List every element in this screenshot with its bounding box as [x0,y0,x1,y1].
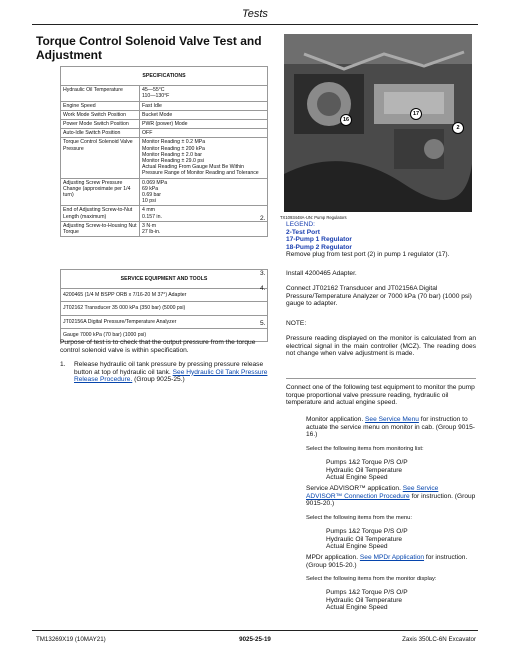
callout-16: 16 [340,114,352,126]
footer-machine: Zaxis 350LC-6N Excavator [402,636,476,643]
photo-caption: TX1093448A-UN: Pump Regulators [280,215,347,220]
running-header: Tests [242,8,268,20]
step-1 [60,361,270,384]
note-text: Pressure reading displayed on the monitor is calculated from an electrical signal in the main controller (MCZ). The reading does not change when valve adjustment is made. [286,335,476,358]
monitoring-items-list [326,459,476,482]
step-text: Release hydraulic oil tank pressure by pressing pressure release button at top of hydraulic oil tank. [74,361,264,376]
list-item: Hydraulic Oil Temperature [326,466,403,474]
step-2 [286,221,476,259]
monitor-application: Monitor application. See Service Menu for instruction to actuate the service menu on monitor in cab. (Group 9015-16.) [306,416,475,439]
connect-paragraph: Connect one of the following test equipment to monitor the pump torque proportional valve pressure reading, hydraulic oil temperature and actual engine speed. [286,384,475,407]
step-3-number: 3. [260,270,266,277]
pressure-release-link[interactable]: See Hydraulic Oil Tank Pressure Release Procedure. [74,368,268,384]
step-2-number: 2. [260,215,266,222]
photo-illustration [284,34,472,212]
specifications-table [60,66,268,237]
legend-title: LEGEND: [286,221,315,228]
pump-regulators-photo [284,34,472,212]
table-row: End of Adjusting Screw-to-Nut Length (maximum) 4 mm 0.157 in. [61,206,268,221]
specifications-heading: SPECIFICATIONS [61,67,268,86]
page-title: Torque Control Solenoid Valve Test and Adjustment [36,34,262,62]
table-row: Adjusting Screw Pressure Change (approximate per 1/4 turn) 0.069 MPa 69 kPa 0.69 bar 10 psi [61,178,268,206]
step-text: Remove plug from test port (2) in pump 1 regulator (17). [286,251,450,259]
callout-17: 17 [410,108,422,120]
monitor-items-list [326,589,476,612]
header-rule [32,24,478,25]
list-item: Actual Engine Speed [326,474,388,482]
list-item: Hydraulic Oil Temperature [326,535,403,543]
legend-item: 18-Pump 2 Regulator [286,243,352,251]
note-label: NOTE: [286,320,307,327]
service-equipment-table [60,269,268,342]
table-row: Power Mode Switch Position PWR (power) Mode [61,120,268,129]
table-row: Gauge 7000 kPa (70 bar) (1000 psi) [61,328,268,341]
service-advisor-link[interactable]: See Service ADVISOR™ Connection Procedure [306,485,439,500]
equipment-heading: SERVICE EQUIPMENT AND TOOLS [61,270,268,289]
table-row: Auto-Idle Switch Position OFF [61,129,268,138]
table-row: Engine Speed Fast Idle [61,101,268,110]
table-row: Work Mode Switch Position Bucket Mode [61,110,268,119]
step-reference: (Group 9025-25.) [134,376,185,384]
list-item: Pumps 1&2 Torque P/S O/P [326,589,408,596]
select-menu-text: Select the following items from the menu: [306,515,413,521]
table-row: 4200465 (1/4 M BSPP ORB x 7/16-20 M 37°) Adapter [61,289,268,302]
footer-page-number: 9025-25-19 [239,636,271,643]
footer-doc-id: TM13269X19 (10MAY21) [36,636,106,643]
table-row: JT02156A Digital Pressure/Temperature Analyzer [61,315,268,328]
mpdr-link[interactable]: See MPDr Application [359,554,425,561]
service-advisor-application: Service ADVISOR™ application. See Service ADVISOR™ Connection Procedure for instruction. (Group 9015-20.) [306,485,476,508]
list-item: Pumps 1&2 Torque P/S O/P [326,459,408,466]
list-item: Hydraulic Oil Temperature [326,596,403,604]
note-divider [286,378,476,379]
legend-item: 2-Test Port [286,228,320,236]
step-5-number: 5. [260,320,266,327]
step-4-text: Connect JT02162 Transducer and JT02156A Digital Pressure/Temperature Analyzer or 7000 kPa (70 bar) (1000 psi) gauge to adapter. [286,285,472,308]
mpdr-application: MPDr application. See MPDr Application for instruction. (Group 9015-20.) [306,554,468,569]
table-row: Adjusting Screw-to-Housing Nut Torque 3 N·m 27 lb-in. [61,221,268,236]
purpose-paragraph: Purpose of test is to check that the output pressure from the torque control solenoid valve is within specification. [60,339,256,354]
list-item: Actual Engine Speed [326,543,388,551]
service-menu-link[interactable]: See Service Menu [365,416,419,423]
step-3-text: Install 4200465 Adapter. [286,270,357,277]
list-item: Pumps 1&2 Torque P/S O/P [326,528,408,535]
step-4-number: 4. [260,285,266,292]
select-monitor-text: Select the following items from the monitor display: [306,576,437,582]
select-monitoring-text: Select the following items from monitoring list: [306,446,424,452]
table-row: Hydraulic Oil Temperature 45—55°C 110—130°F [61,86,268,101]
menu-items-list [326,528,476,551]
footer-rule [32,630,478,631]
list-item: Actual Engine Speed [326,604,388,612]
legend-item: 17-Pump 1 Regulator [286,236,352,244]
callout-2: 2 [452,122,464,134]
table-row: JT02162 Transducer 35 000 kPa (350 bar) (5000 psi) [61,302,268,315]
table-row: Torque Control Solenoid Valve Pressure Monitor Reading ± 0.2 MPa Monitor Reading ± 200 kPa Monitor Reading ± 2.0 bar Monitor Reading ± 29.0 psi Actual Reading From Gauge Must Be Within Pressure Range of Monitor Reading and Tolerance [61,138,268,178]
step-number: 1. [60,361,66,368]
